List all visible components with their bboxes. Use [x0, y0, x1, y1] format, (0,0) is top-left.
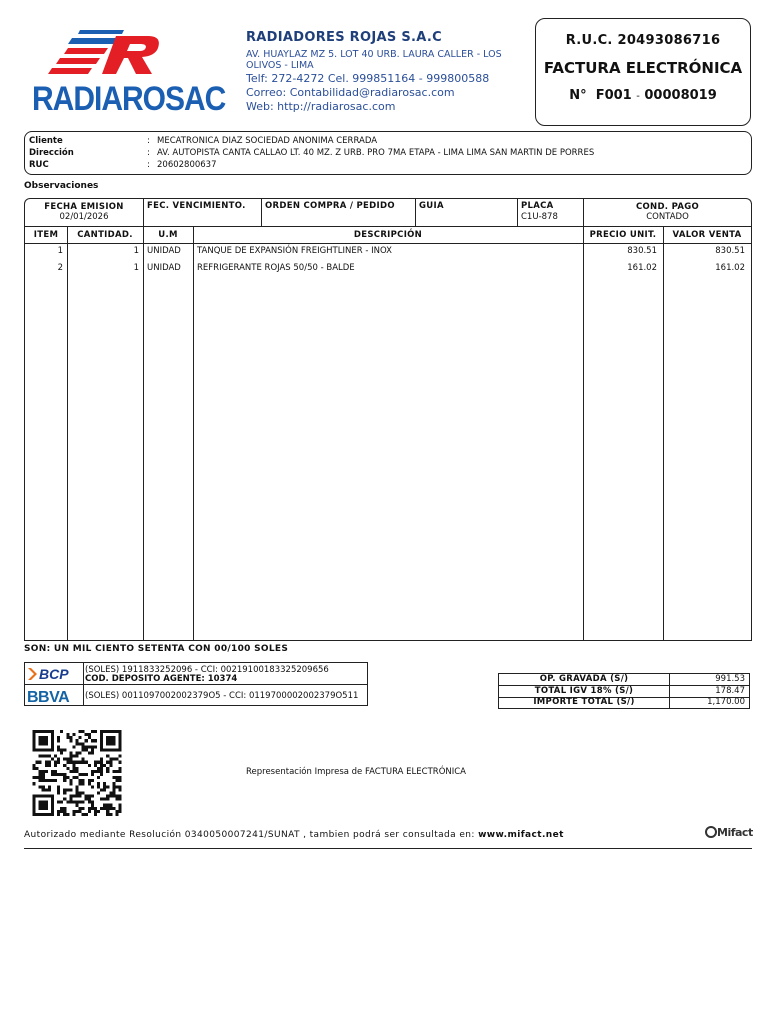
company-logo: [30, 30, 226, 118]
header-item: ITEM: [33, 230, 59, 240]
placa-cell: [517, 199, 583, 226]
company-email[interactable]: Correo: Contabilidad@radiarosac.com: [246, 86, 455, 99]
mifact-logo-text: Mifact: [717, 826, 753, 839]
total-importe: [499, 697, 749, 709]
client-ruc-label: RUC: [29, 160, 49, 170]
client-address-value: AV. AUTOPISTA CANTA CALLAO LT. 40 MZ. Z URB. PRO 7MA ETAPA - LIMA LIMA SAN MARTIN DE PORRES: [157, 148, 595, 158]
authorization-text: Autorizado mediante Resolución 0340050007241/SUNAT , tambien podrá ser consultada en:: [24, 830, 475, 840]
guia-value: [416, 211, 517, 212]
company-web[interactable]: Web: http://radiarosac.com: [246, 100, 396, 113]
colon: :: [147, 148, 150, 158]
client-name-row: [29, 136, 377, 148]
placa-label: PLACA: [521, 201, 554, 211]
row-descripcion: REFRIGERANTE ROJAS 50/50 - BALDE: [197, 263, 355, 273]
header-um: U.M: [158, 230, 178, 240]
footer-divider: [24, 848, 752, 849]
logo-text: RADIAROSAC: [32, 80, 226, 118]
column-divider: [583, 227, 584, 640]
orden-compra-cell: [261, 199, 415, 226]
row-cantidad: 1: [133, 263, 139, 273]
guia-cell: [415, 199, 517, 226]
column-divider: [663, 227, 664, 640]
document-type: FACTURA ELECTRÓNICA: [543, 59, 743, 77]
row-descripcion: TANQUE DE EXPANSIÓN FREIGHTLINER - INOX: [197, 246, 392, 256]
issuer-ruc: R.U.C. 20493086716: [565, 33, 721, 48]
invoice-correlative: 00008019: [644, 88, 717, 103]
total-label: TOTAL IGV 18% (S/): [534, 686, 634, 696]
fecha-emision-label: FECHA EMISION: [44, 202, 124, 212]
fec-vencimiento-label: FEC. VENCIMIENTO.: [147, 201, 246, 211]
bbva-account: (SOLES) 0011097002002379O5 - CCI: 0119700002002379O511: [85, 691, 359, 701]
bbva-row: [25, 685, 367, 706]
qr-code-icon: [32, 730, 122, 816]
column-divider: [143, 227, 144, 640]
client-box: [24, 131, 752, 175]
header-precio-unit: PRECIO UNIT.: [589, 230, 657, 240]
fecha-emision-value: 02/01/2026: [59, 212, 109, 222]
mifact-site-link[interactable]: www.mifact.net: [478, 830, 564, 840]
invoice-info-row: [24, 198, 752, 226]
total-label: IMPORTE TOTAL (S/): [533, 697, 635, 707]
row-valor: 161.02: [715, 263, 745, 273]
colon: :: [147, 136, 150, 146]
row-precio: 830.51: [627, 246, 657, 256]
header-valor-venta: VALOR VENTA: [672, 230, 742, 240]
printed-representation-note: Representación Impresa de FACTURA ELECTRÓNICA: [246, 767, 466, 777]
bbva-logo-text: BBVA: [27, 689, 70, 706]
total-label: OP. GRAVADA (S/): [539, 674, 629, 684]
bcp-logo-text: BCP: [39, 666, 69, 682]
table-row: [25, 263, 751, 279]
mifact-logo: [705, 826, 753, 839]
number-dash: -: [636, 91, 640, 102]
amount-in-words: SON: UN MIL CIENTO SETENTA CON 00/100 SOLES: [24, 644, 289, 654]
company-address-line-2: OLIVOS - LIMA: [246, 60, 314, 71]
total-value: 178.47: [715, 686, 745, 696]
client-name-value: MECATRONICA DIAZ SOCIEDAD ANONIMA CERRADA: [157, 136, 378, 146]
company-phones: Telf: 272-4272 Cel. 999851164 - 999800588: [246, 72, 490, 85]
invoice-series: F001: [595, 88, 632, 103]
total-value: 1,170.00: [707, 697, 745, 707]
cond-pago-label: COND. PAGO: [635, 202, 700, 212]
fec-vencimiento-cell: [143, 199, 261, 226]
company-name: RADIADORES ROJAS S.A.C: [246, 30, 442, 45]
row-um: UNIDAD: [147, 263, 181, 273]
row-um: UNIDAD: [147, 246, 181, 256]
client-address-label: Dirección: [29, 148, 74, 158]
row-valor: 830.51: [715, 246, 745, 256]
fec-vencimiento-value: [144, 211, 261, 212]
authorization-note: [24, 830, 564, 840]
bcp-row: [25, 663, 367, 685]
logo-mark-icon: [30, 30, 190, 85]
number-label: N°: [569, 88, 587, 103]
client-ruc-row: [29, 160, 217, 172]
row-precio: 161.02: [627, 263, 657, 273]
mifact-logo-icon: [705, 826, 717, 838]
column-divider: [193, 227, 194, 640]
bbva-logo-icon: [26, 686, 82, 706]
placa-value: C1U-878: [521, 212, 558, 222]
header-cantidad: CANTIDAD.: [77, 230, 133, 240]
bcp-account: (SOLES) 1911833252096 - CCI: 00219100183325209656: [85, 665, 329, 675]
fecha-emision-cell: [25, 199, 143, 226]
client-ruc-value: 20602800637: [157, 160, 217, 170]
bank-accounts-box: [24, 662, 368, 706]
totals-box: [498, 673, 750, 709]
bcp-logo-icon: [26, 664, 82, 684]
client-name-label: Cliente: [29, 136, 63, 146]
colon: :: [147, 160, 150, 170]
guia-label: GUIA: [419, 201, 444, 211]
total-value: 991.53: [715, 674, 745, 684]
orden-compra-label: ORDEN COMPRA / PEDIDO: [265, 201, 395, 211]
row-item: 2: [57, 263, 63, 273]
table-row: [25, 246, 751, 262]
row-cantidad: 1: [133, 246, 139, 256]
items-table: [24, 226, 752, 641]
column-divider: [67, 227, 68, 640]
client-address-row: [29, 148, 594, 160]
agent-deposit-code: COD. DEPOSITO AGENTE: 10374: [85, 674, 238, 684]
cond-pago-cell: [583, 199, 751, 226]
observaciones-label: Observaciones: [24, 181, 99, 191]
cond-pago-value: CONTADO: [646, 212, 689, 222]
header-descripcion: DESCRIPCIÓN: [353, 230, 423, 240]
total-op-gravada: [499, 674, 749, 686]
invoice-number: [536, 88, 750, 103]
items-header-row: [25, 227, 751, 244]
row-item: 1: [57, 246, 63, 256]
orden-compra-value: [262, 211, 415, 212]
company-address-line-1: AV. HUAYLAZ MZ 5. LOT 40 URB. LAURA CALLER - LOS: [246, 49, 502, 60]
invoice-id-box: [535, 18, 751, 126]
